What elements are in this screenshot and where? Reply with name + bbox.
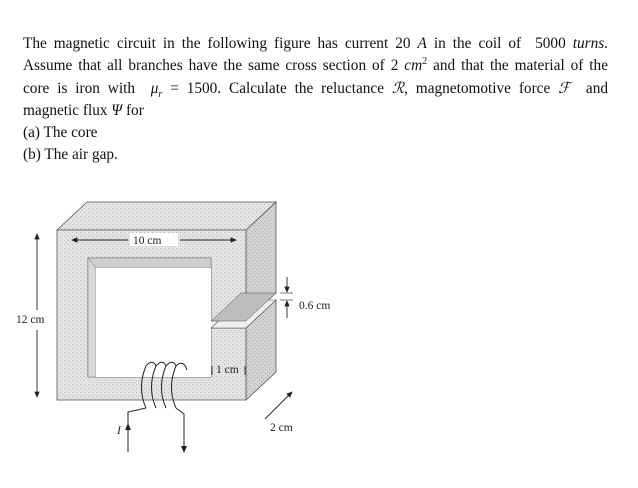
core-top-face (57, 202, 276, 230)
window-top-inner (88, 258, 211, 268)
current-label: I (117, 425, 121, 437)
thickness-label: 2 cm (270, 422, 293, 434)
coil-lead-in (128, 408, 146, 445)
problem-line-4: magnetic flux Ψ for (23, 102, 144, 119)
width-label: 10 cm (133, 235, 162, 247)
window-opening (96, 268, 211, 377)
gap-label: 0.6 cm (299, 300, 331, 312)
window-left-inner (88, 258, 96, 377)
problem-line-2: Assume that all branches have the same cross section of 2 $cm^2$ and that the material of the (23, 55, 608, 74)
part-b: (b) The air gap. (23, 146, 118, 163)
height-label: 12 cm (16, 314, 45, 326)
problem-line-1: The magnetic circuit in the following figure has current 20 A in the coil of 5000 turns. (23, 35, 608, 52)
depth-label: 1 cm (216, 364, 239, 376)
coil-lead-out (176, 408, 184, 445)
problem-line-3: core is iron with $\mu_r = 1500$. Calculate the reluctance ℛ, magnetomotive force ℱ and (23, 79, 608, 101)
part-a: (a) The core (23, 124, 98, 141)
thickness-dim-line (265, 392, 292, 419)
